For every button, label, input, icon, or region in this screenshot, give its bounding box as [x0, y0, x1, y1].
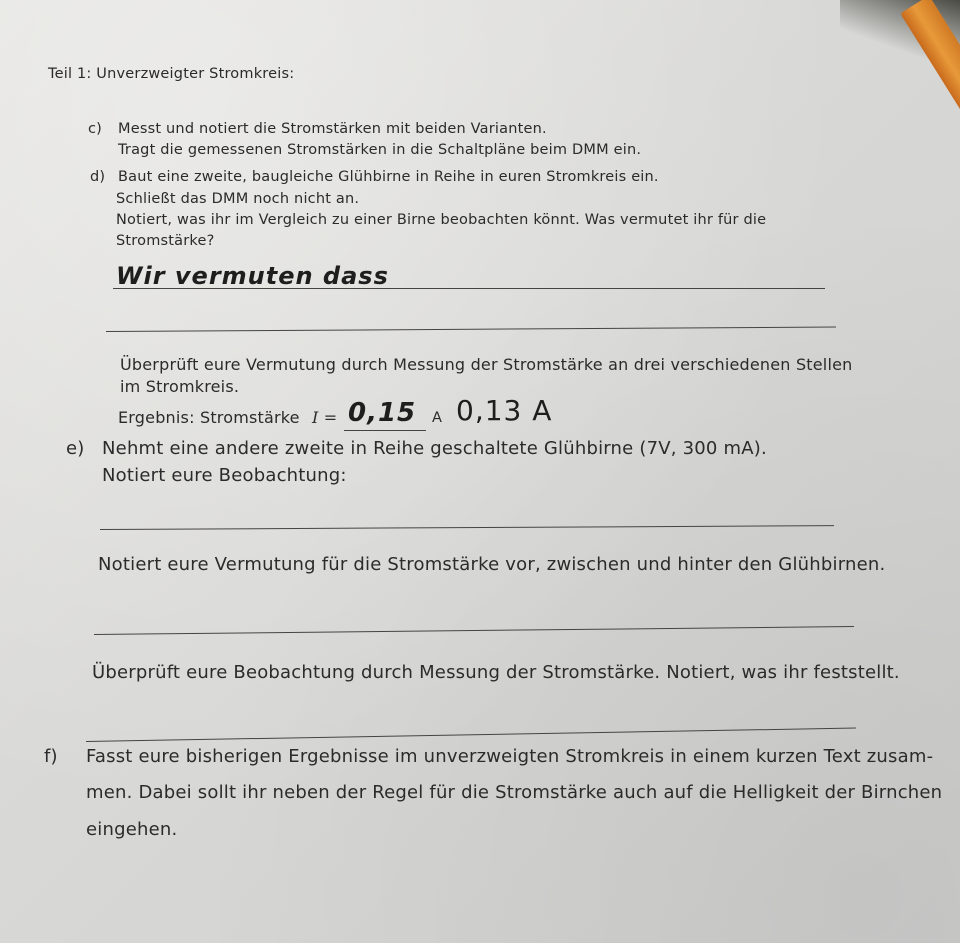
answer-line-d-2: [106, 327, 836, 332]
task-f-line-2: men. Dabei sollt ihr neben der Regel für die Stromstärke auch auf die Helligkeit der Birnchen: [86, 782, 943, 803]
section-heading: Teil 1: Unverzweigter Stromkreis:: [48, 66, 295, 82]
answer-line-d-1: [113, 288, 825, 289]
task-d-line-2: Schließt das DMM noch nicht an.: [116, 191, 360, 207]
task-d-line-1: Baut eine zweite, baugleiche Glühbirne in Reihe in euren Stromkreis ein.: [118, 169, 659, 185]
task-d-marker: d): [90, 169, 106, 185]
task-e-line-1: Nehmt eine andere zweite in Reihe geschaltete Glühbirne (7V, 300 mA).: [102, 438, 767, 459]
current-formula: I =: [312, 408, 338, 427]
task-d-line-3: Notiert, was ihr im Vergleich zu einer Birne beobachten könnt. Was vermutet ihr für die: [116, 212, 767, 228]
answer-line-e-3: [86, 728, 856, 742]
task-d-check-2: im Stromkreis.: [120, 377, 240, 396]
task-c-marker: c): [88, 121, 103, 137]
handwritten-answer-d: Wir vermuten dass: [116, 262, 389, 290]
result-underline: [344, 430, 426, 431]
unit-label: A: [432, 410, 443, 426]
task-f-line-1: Fasst eure bisherigen Ergebnisse im unverzweigten Stromkreis in einem kurzen Text zusam-: [86, 746, 934, 767]
task-d-line-4: Stromstärke?: [116, 233, 215, 249]
answer-line-e-1: [100, 525, 834, 530]
task-d-check-1: Überprüft eure Vermutung durch Messung der Stromstärke an drei verschiedenen Stellen: [120, 355, 853, 374]
handwritten-value-1: 0,15: [348, 398, 417, 428]
task-e-line-2: Notiert eure Beobachtung:: [102, 465, 347, 486]
task-e-line-4: Überprüft eure Beobachtung durch Messung der Stromstärke. Notiert, was ihr feststellt.: [92, 662, 900, 683]
task-f-marker: f): [44, 746, 58, 767]
task-c-line-1: Messt und notiert die Stromstärken mit beiden Varianten.: [118, 121, 547, 137]
task-f-line-3: eingehen.: [86, 819, 178, 840]
task-e-marker: e): [66, 438, 85, 459]
task-e-line-3: Notiert eure Vermutung für die Stromstärke vor, zwischen und hinter den Glühbirnen.: [98, 554, 886, 575]
answer-line-e-2: [94, 626, 854, 635]
task-c-line-2: Tragt die gemessenen Stromstärken in die Schaltpläne beim DMM ein.: [118, 142, 642, 158]
handwritten-value-2: 0,13 A: [456, 394, 553, 427]
result-label: Ergebnis: Stromstärke: [118, 408, 300, 427]
